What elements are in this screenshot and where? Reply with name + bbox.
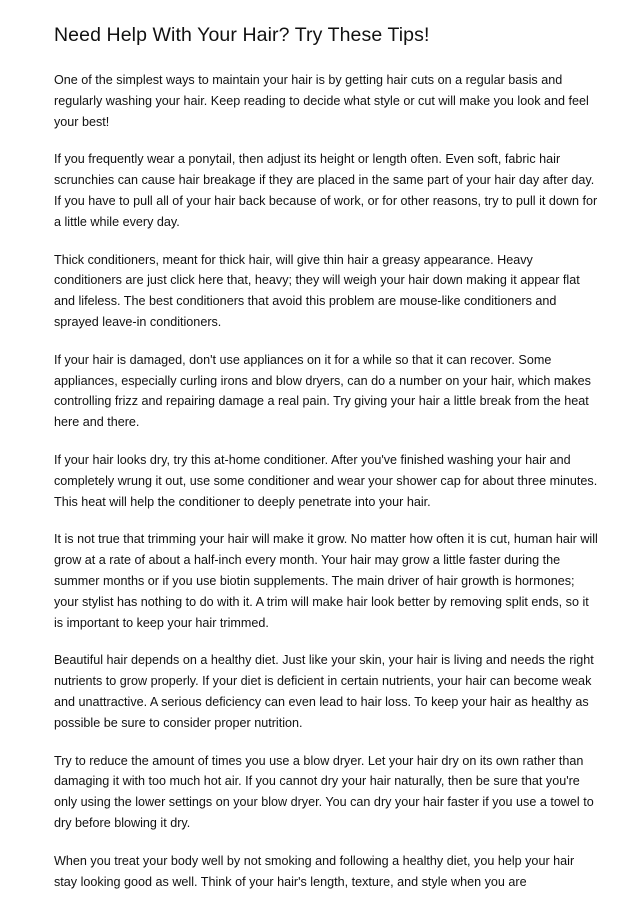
paragraph: One of the simplest ways to maintain your hair is by getting hair cuts on a regular basis and regularly washing your hair. Keep reading to decide what style or cut will make you look and feel your best! bbox=[54, 73, 589, 129]
paragraph: It is not true that trimming your hair will make it grow. No matter how often it is cut, human hair will grow at a rate of about a half-inch every month. Your hair may grow a little faster during the summer months or if you use biotin supplements. The main driver of hair growth is hormones; your stylist has nothing to do with it. A trim will make hair look better by removing split ends, so it is important to keep your hair trimmed. bbox=[54, 532, 598, 630]
paragraph: Thick conditioners, meant for thick hair, will give thin hair a greasy appearance. Heavy conditioners are just click here that, heavy; they will weigh your hair down making it appear flat and lifeless. The best conditioners that avoid this problem are mouse-like conditioners and sprayed leave-in conditioners. bbox=[54, 252, 580, 329]
paragraph: When you treat your body well by not smoking and following a healthy diet, you help your hair stay looking good as well. Think of your hair's length, texture, and style when you are bbox=[54, 853, 575, 889]
paragraph: Beautiful hair depends on a healthy diet. Just like your skin, your hair is living and needs the right nutrients to grow properly. If your diet is deficient in certain nutrients, your hair can become weak and unattractive. A serious deficiency can even lead to hair loss. To keep your hair as healthy as possible be sure to consider proper nutrition. bbox=[54, 653, 594, 730]
paragraph: If you frequently wear a ponytail, then adjust its height or length often. Even soft, fabric hair scrunchies can cause hair breakage if they are placed in the same part of your hair day after day. If you have to pull all of your hair back because of work, or for other reasons, try to pull it down for a little while every day. bbox=[54, 152, 598, 229]
paragraph: If your hair is damaged, don't use appliances on it for a while so that it can recover. Some appliances, especially curling irons and blow dryers, can do a number on your hair, which makes controlling frizz and repairing damage a real pain. Try giving your hair a little break from the heat here and there. bbox=[54, 352, 591, 430]
paragraph: If your hair looks dry, try this at-home conditioner. After you've finished washing your hair and completely wrung it out, use some conditioner and wear your shower cap for about three minutes. This heat will help the conditioner to deeply penetrate into your hair. bbox=[54, 452, 598, 509]
document-title: Need Help With Your Hair? Try These Tips! bbox=[54, 24, 430, 46]
paragraph: Try to reduce the amount of times you use a blow dryer. Let your hair dry on its own rather than damaging it with too much hot air. If you cannot dry your hair naturally, then be sure that you're only using the lower settings on your blow dryer. You can dry your hair faster if you use a towel to dry before blowing it dry. bbox=[54, 753, 594, 830]
document-page bbox=[54, 22, 599, 909]
